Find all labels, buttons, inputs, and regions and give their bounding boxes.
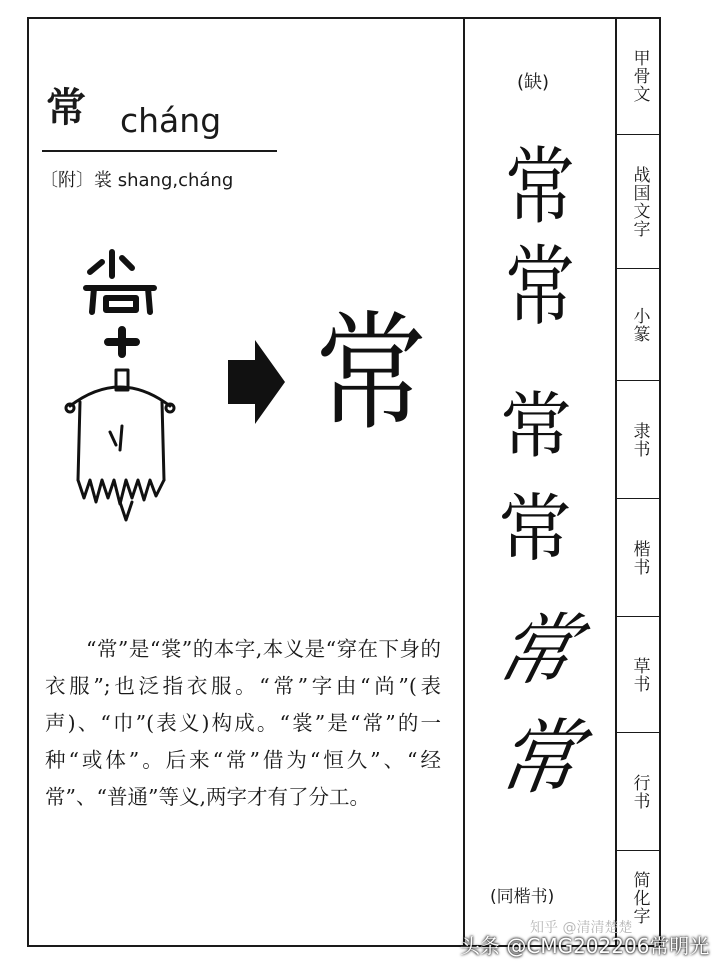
main-ancient-glyph: 常 xyxy=(315,299,427,449)
arrow-right-icon xyxy=(228,340,285,424)
watermark: 知乎 @清清楚楚 xyxy=(530,920,633,936)
tab-clerical xyxy=(617,381,661,499)
tab-cursive xyxy=(617,617,661,733)
tab-regular xyxy=(617,499,661,617)
tab-label: 小篆 xyxy=(629,306,650,343)
tab-label: 草书 xyxy=(629,656,650,693)
seal-script-glyph: 常 xyxy=(505,235,575,339)
heading-underline xyxy=(42,150,277,152)
tab-seal xyxy=(617,269,661,381)
tab-label: 隶书 xyxy=(629,421,650,458)
running-script-glyph: 常 xyxy=(491,711,587,806)
clerical-script-glyph: 常 xyxy=(500,384,573,468)
regular-script-glyph: 常 xyxy=(498,486,572,572)
tab-label: 战国文字 xyxy=(629,165,650,238)
column-divider xyxy=(463,17,465,947)
tab-label: 简化字 xyxy=(629,871,650,925)
tab-label: 楷书 xyxy=(629,539,650,576)
tab-warring-states xyxy=(617,135,661,269)
simplified-same-note: (同楷书) xyxy=(490,887,555,907)
shang-component-icon xyxy=(86,252,154,312)
warring-states-glyph: 常 xyxy=(505,137,575,237)
script-tabs xyxy=(615,17,661,947)
explanation-text: “常”是“裳”的本字,本义是“穿在下身的衣服”;也泛指衣服。“常”字由“尚”(表声)、“巾”(表义)构成。“裳”是“常”的一种“或体”。后来“常”借为“恒久”、“经常”、“普通”等义,两字才有了分工。 xyxy=(45,637,441,809)
appendix-note: 〔附〕裳 shang,cháng xyxy=(40,170,234,191)
tab-label: 行书 xyxy=(629,773,650,810)
illustration xyxy=(50,240,320,540)
cursive-script-glyph: 常 xyxy=(486,606,588,696)
oracle-missing-note: (缺) xyxy=(517,72,550,93)
cloth-banner-icon xyxy=(66,370,174,520)
head-character: 常 xyxy=(46,84,86,131)
cross-mark-icon xyxy=(108,330,136,354)
tab-label: 甲骨文 xyxy=(629,48,650,103)
tab-oracle-bone xyxy=(617,17,661,135)
footer-credit: 头条 @CMG202206常明光 xyxy=(460,934,710,958)
tab-running xyxy=(617,733,661,851)
head-pinyin: cháng xyxy=(120,101,222,140)
